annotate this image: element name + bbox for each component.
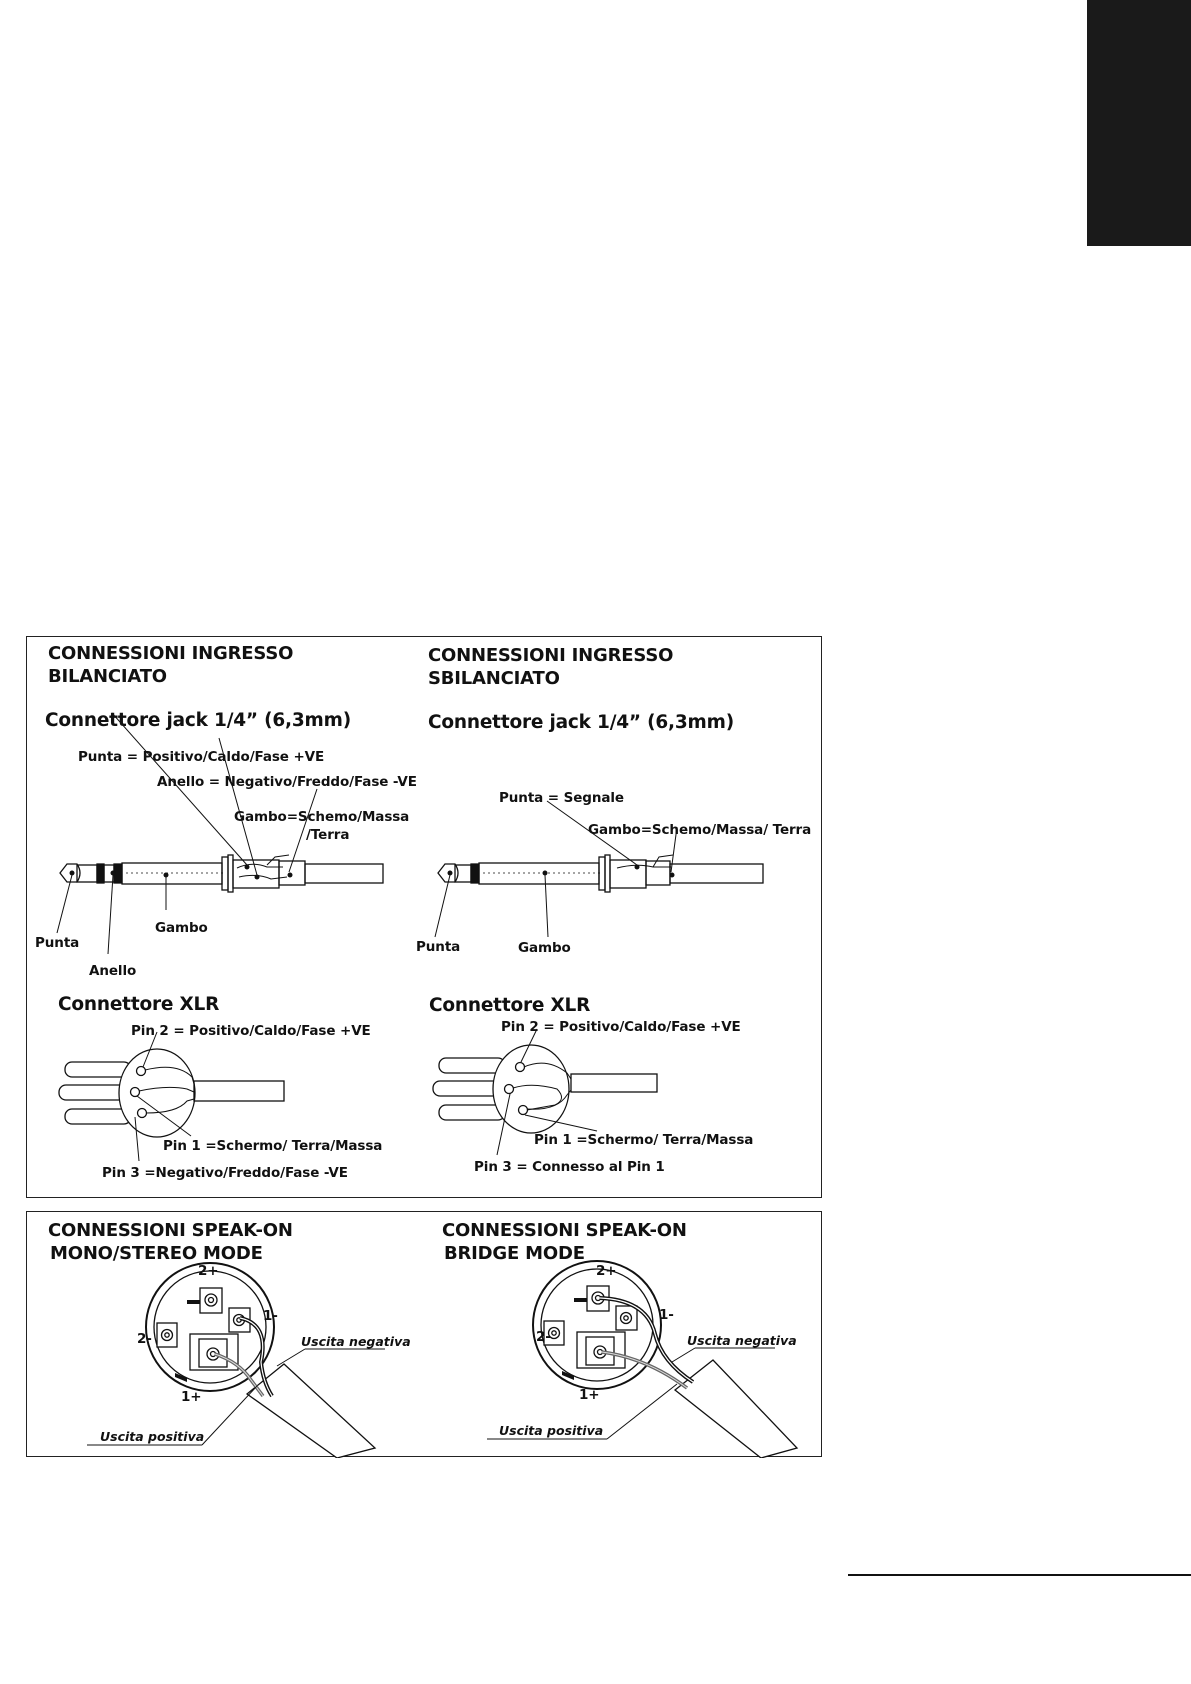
speakon-bridge-pin-1plus: 1+	[579, 1387, 600, 1403]
speakon-mono-negative-output: Uscita negativa	[301, 1334, 411, 1349]
balanced-ring-description: Anello = Negativo/Freddo/Fase -VE	[157, 774, 417, 790]
speakon-mono-heading-line2: MONO/STEREO MODE	[50, 1243, 263, 1264]
unbalanced-heading-line1: CONNESSIONI INGRESSO	[428, 645, 674, 666]
balanced-sleeve-description-line2: /Terra	[306, 827, 350, 843]
speakon-mono-pin-2plus: 2+	[198, 1263, 219, 1279]
speakon-bridge-positive-output: Uscita positiva	[499, 1423, 604, 1438]
unbalanced-tip-label: Punta	[416, 939, 461, 955]
speakon-mono-pin-2minus: 2-	[137, 1331, 152, 1347]
unbalanced-jack-points	[448, 865, 675, 878]
speakon-bridge-pin-1minus: 1-	[659, 1307, 674, 1323]
unbalanced-xlr-pin3-label: Pin 3 = Connesso al Pin 1	[474, 1159, 665, 1175]
balanced-tip-label: Punta	[35, 935, 80, 951]
unbalanced-xlr-pin1-label: Pin 1 =Schermo/ Terra/Massa	[534, 1132, 754, 1148]
speakon-bridge-pin-2plus: 2+	[596, 1263, 617, 1279]
speakon-mono-positive-output: Uscita positiva	[100, 1429, 205, 1444]
unbalanced-jack-title: Connettore jack 1/4” (6,3mm)	[428, 712, 734, 733]
unbalanced-ts-jack-plug	[438, 855, 763, 892]
balanced-xlr-connector	[59, 1049, 284, 1137]
balanced-xlr-pin1-label: Pin 1 =Schermo/ Terra/Massa	[163, 1138, 383, 1154]
balanced-xlr-title: Connettore XLR	[58, 994, 220, 1015]
unbalanced-xlr-pin2-label: Pin 2 = Positivo/Caldo/Fase +VE	[501, 1019, 741, 1035]
balanced-sleeve-label: Gambo	[155, 920, 208, 936]
balanced-trs-jack-plug	[60, 855, 383, 892]
unbalanced-tip-description: Punta = Segnale	[499, 790, 624, 806]
unbalanced-sleeve-label: Gambo	[518, 940, 571, 956]
unbalanced-heading-line2: SBILANCIATO	[428, 668, 560, 689]
section-tab-marker	[1087, 0, 1191, 246]
unbalanced-xlr-title: Connettore XLR	[429, 995, 591, 1016]
balanced-xlr-pin2-label: Pin 2 = Positivo/Caldo/Fase +VE	[131, 1023, 371, 1039]
speakon-mono-heading-line1: CONNESSIONI SPEAK-ON	[48, 1220, 293, 1241]
speakon-mono-pin-1plus: 1+	[181, 1389, 202, 1405]
speakon-bridge-negative-output: Uscita negativa	[687, 1333, 797, 1348]
balanced-ring-label: Anello	[89, 963, 137, 979]
input-connections-panel	[26, 636, 822, 1198]
balanced-jack-title: Connettore jack 1/4” (6,3mm)	[45, 710, 351, 731]
speakon-connections-panel	[26, 1211, 822, 1457]
unbalanced-sleeve-description: Gambo=Schemo/Massa/ Terra	[588, 822, 812, 838]
balanced-xlr-pin3-label: Pin 3 =Negativo/Freddo/Fase -VE	[102, 1165, 348, 1181]
balanced-heading-line1: CONNESSIONI INGRESSO	[48, 643, 294, 664]
footer-rule	[848, 1574, 1191, 1576]
balanced-sleeve-description-line1: Gambo=Schemo/Massa	[234, 809, 410, 825]
speakon-bridge-heading-line1: CONNESSIONI SPEAK-ON	[442, 1220, 687, 1241]
speakon-mono-pin-1minus: 1-	[263, 1308, 278, 1324]
speakon-bridge-heading-line2: BRIDGE MODE	[444, 1243, 585, 1264]
balanced-tip-description: Punta = Positivo/Caldo/Fase +VE	[78, 749, 325, 765]
speakon-bridge-pin-2minus: 2-	[536, 1329, 551, 1345]
balanced-heading-line2: BILANCIATO	[48, 666, 167, 687]
